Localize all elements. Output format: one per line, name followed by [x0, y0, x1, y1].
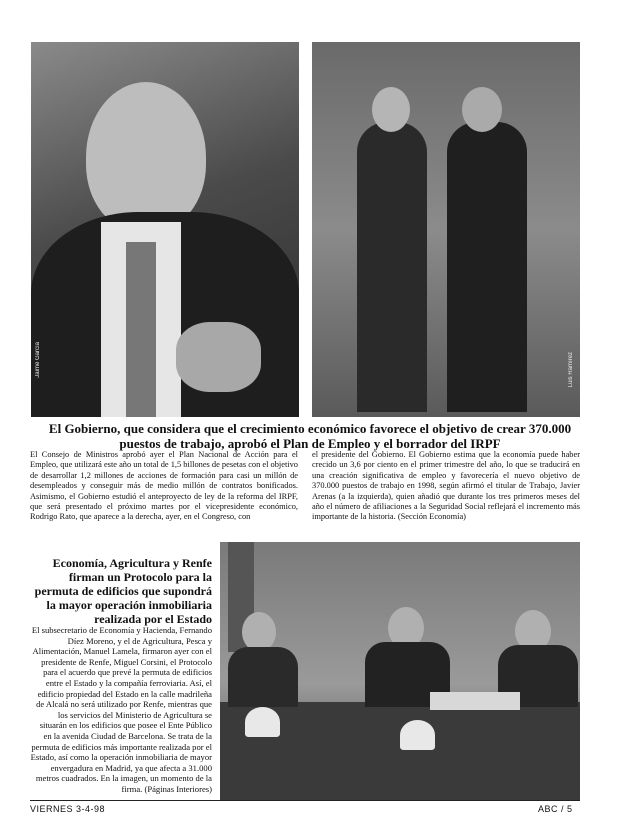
photo-politicians-walking: [312, 42, 580, 417]
footer-date: VIERNES 3-4-98: [30, 804, 106, 814]
figure-right-head: [462, 87, 502, 132]
footer-rule: [30, 800, 580, 801]
footer-page: ABC / 5: [538, 804, 573, 814]
portrait-head: [86, 82, 206, 232]
side-story-headline: Economía, Agricultura y Renfe firman un Protocolo para la permuta de edificios que supondrá la mayor operación inmobiliaria realizada por el Estado: [34, 556, 212, 626]
figure-left-head: [372, 87, 410, 132]
document-on-table: [430, 692, 520, 710]
photo-credit: Jaime García: [35, 342, 41, 378]
figure-left-body: [357, 122, 427, 412]
portrait-tie: [126, 242, 156, 417]
photo-signing-ceremony: [220, 542, 580, 800]
side-story-body: El subsecretario de Economía y Hacienda, Fernando Díez Moreno, y el de Agricultura, Pesca y Alimentación, Manuel Lamela, firmaron ayer con el presidente de Renfe, Miguel Corsini, el Protocolo para el acuerdo que prevé la permuta de edificios entre el Estado y la compañía ferroviaria. Así, el edificio propiedad del Estado en la calle madrileña de Alcalá no será utilizado por Renfe, mientras que los servicios del Ministerio de Agricultura se situarán en los edificios que posee el Ente Público en la avenida Ciudad de Barcelona. Se trata de la permuta de edificios más importante realizada por el Estado, así como la operación inmobiliaria de mayor envergadura en Madrid, ya que afecta a 31.000 metros cuadrados. En la imagen, un momento de la firma. (Páginas Interiores): [30, 625, 212, 794]
figure-right-body: [447, 122, 527, 412]
person-left-body: [228, 647, 298, 707]
table-lamp-center: [400, 720, 435, 750]
main-headline: El Gobierno, que considera que el crecimiento económico favorece el objetivo de crear 370.000 puestos de trabajo, aprobó el Plan de Empleo y el borrador del IRPF: [48, 421, 572, 451]
photo-credit: Luis Ramírez: [568, 352, 574, 388]
main-body-right: el presidente del Gobierno. El Gobierno estima que la economía puede haber crecido un 3,6 por ciento en el primer trimestre del año, lo que se traducirá en una creación significativa de empleo y favorecería el nuevo objetivo de 370.000 puestos de trabajo en 1998, según afirmó el titular de Trabajo, Javier Arenas (a la izquierda), quien añadió que durante los tres primeros meses del año el número de afiliaciones a la Seguridad Social reflejará el incremento más importante de la historia. (Sección Economía): [312, 450, 580, 522]
main-body-left: El Consejo de Ministros aprobó ayer el Plan Nacional de Acción para el Empleo, que utilizará este año un total de 1,5 billones de pesetas con el objetivo de desarrollar 1,2 millones de acciones de formación para casi un millón de desempleados y conseguir más de medio millón de contratos bonificados. Asimismo, el Gobierno estudió el anteproyecto de ley de la reforma del IRPF, que será presentado el próximo martes por el vicepresidente económico, Rodrigo Rato, que aparece a la derecha, ayer, en el Congreso, con: [30, 450, 298, 522]
person-left-head: [242, 612, 276, 652]
photo-portrait: [31, 42, 299, 417]
table-lamp-left: [245, 707, 280, 737]
portrait-hand: [176, 322, 261, 392]
